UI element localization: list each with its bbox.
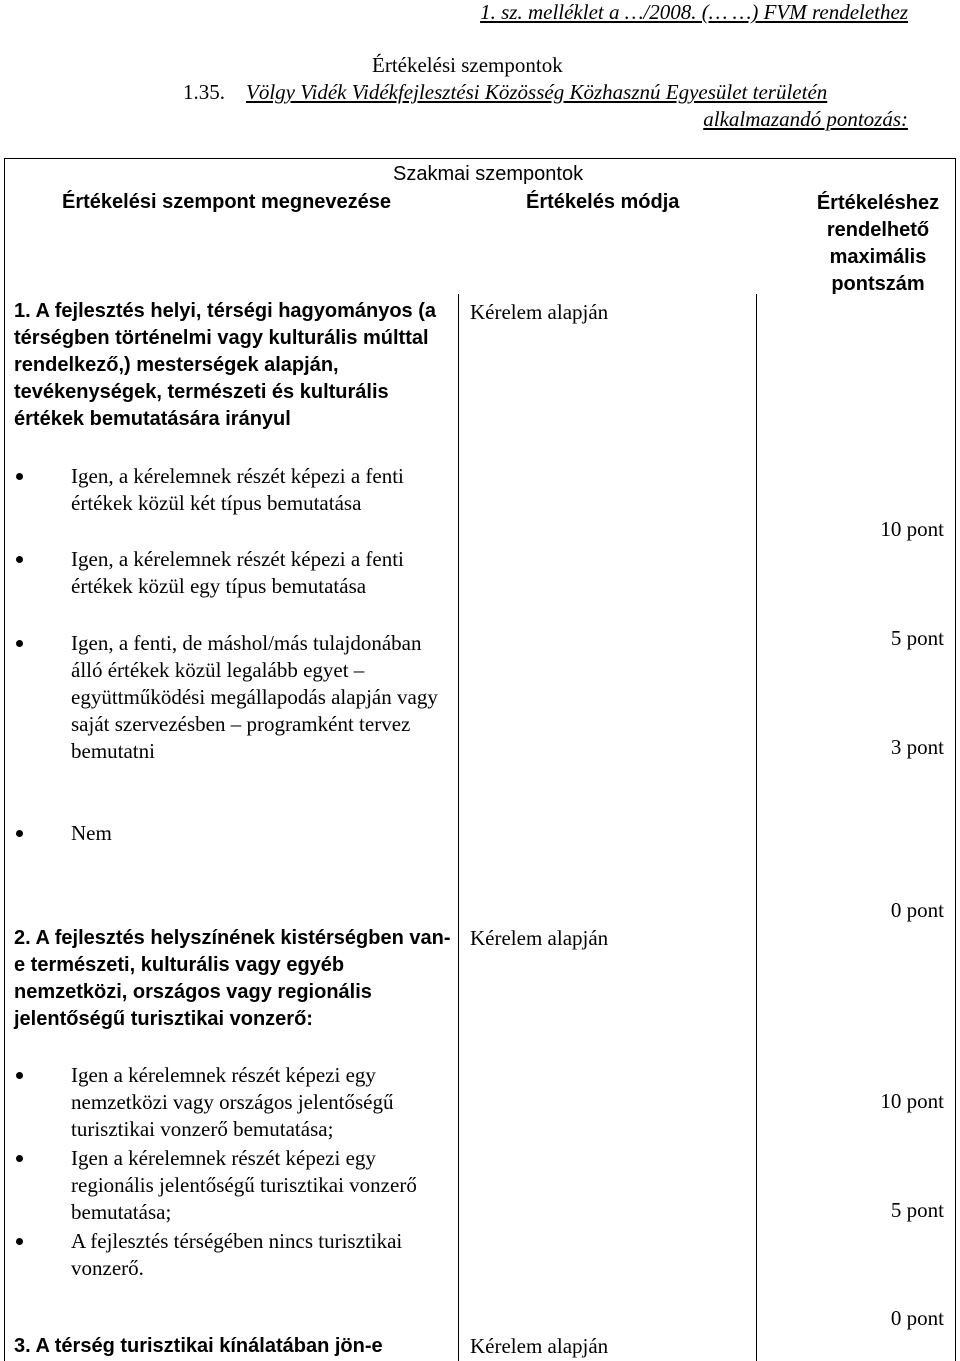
bullet-icon xyxy=(16,556,23,563)
criterion-2-title: 2. A fejlesztés helyszínének kistérségben van-e természeti, kulturális vagy egyéb nemzetközi, országos vagy regionális jelentőségű turisztikai vonzerő: xyxy=(14,927,451,1030)
document-title: Értékelési szempontok xyxy=(372,53,563,77)
criterion-1-title: 1. A fejlesztés helyi, térségi hagyományos (a térségben történelmi vagy kulturális múlttal rendelkező,) mesterségek alapján, tevékenységek, természeti és kulturális értékek bemutatására irányul xyxy=(14,300,437,430)
section-heading-line2: alkalmazandó pontozás: xyxy=(703,107,908,131)
criterion-2-method: Kérelem alapján xyxy=(470,926,609,950)
bullet-icon xyxy=(16,640,23,647)
criterion-2-points-1: 10 pont xyxy=(880,1089,944,1113)
bullet-icon xyxy=(16,830,23,837)
criterion-2-points-3: 0 pont xyxy=(890,1306,944,1330)
bullet-icon xyxy=(16,1072,23,1079)
column-header-criterion: Értékelési szempont megnevezése xyxy=(62,191,392,213)
table-right-border xyxy=(955,158,956,1361)
column-divider-1 xyxy=(458,294,459,1361)
section-title-a: Völgy Vidék Vidékfejlesztési Közösség Közhasznú Egyesület területén xyxy=(246,80,828,104)
bullet-icon xyxy=(16,473,23,480)
column-header-method: Értékelés módja xyxy=(526,191,680,213)
column-header-points: Értékeléshez rendelhető maximális pontszám xyxy=(816,192,940,295)
section-heading-line1 xyxy=(183,80,827,104)
criterion-1-method: Kérelem alapján xyxy=(470,300,609,324)
group-title: Szakmai szempontok xyxy=(393,163,584,185)
column-divider-2 xyxy=(756,294,757,1361)
section-number: 1.35. xyxy=(183,80,225,104)
table-top-border xyxy=(4,158,956,159)
bullet-icon xyxy=(16,1238,23,1245)
criterion-1-points-3: 3 pont xyxy=(890,735,944,759)
criterion-1-points-4: 0 pont xyxy=(890,898,944,922)
criterion-1-points-2: 5 pont xyxy=(890,626,944,650)
annex-reference: 1. sz. melléklet a …/2008. (… …) FVM rendelethez xyxy=(480,0,908,24)
bullet-icon xyxy=(16,1155,23,1162)
table-left-border xyxy=(4,158,5,1361)
criterion-2-points-2: 5 pont xyxy=(890,1198,944,1222)
criterion-3-method: Kérelem alapján xyxy=(470,1334,609,1358)
criterion-3-title: 3. A térség turisztikai kínálatában jön-e xyxy=(14,1335,383,1357)
criterion-1-points-1: 10 pont xyxy=(880,517,944,541)
